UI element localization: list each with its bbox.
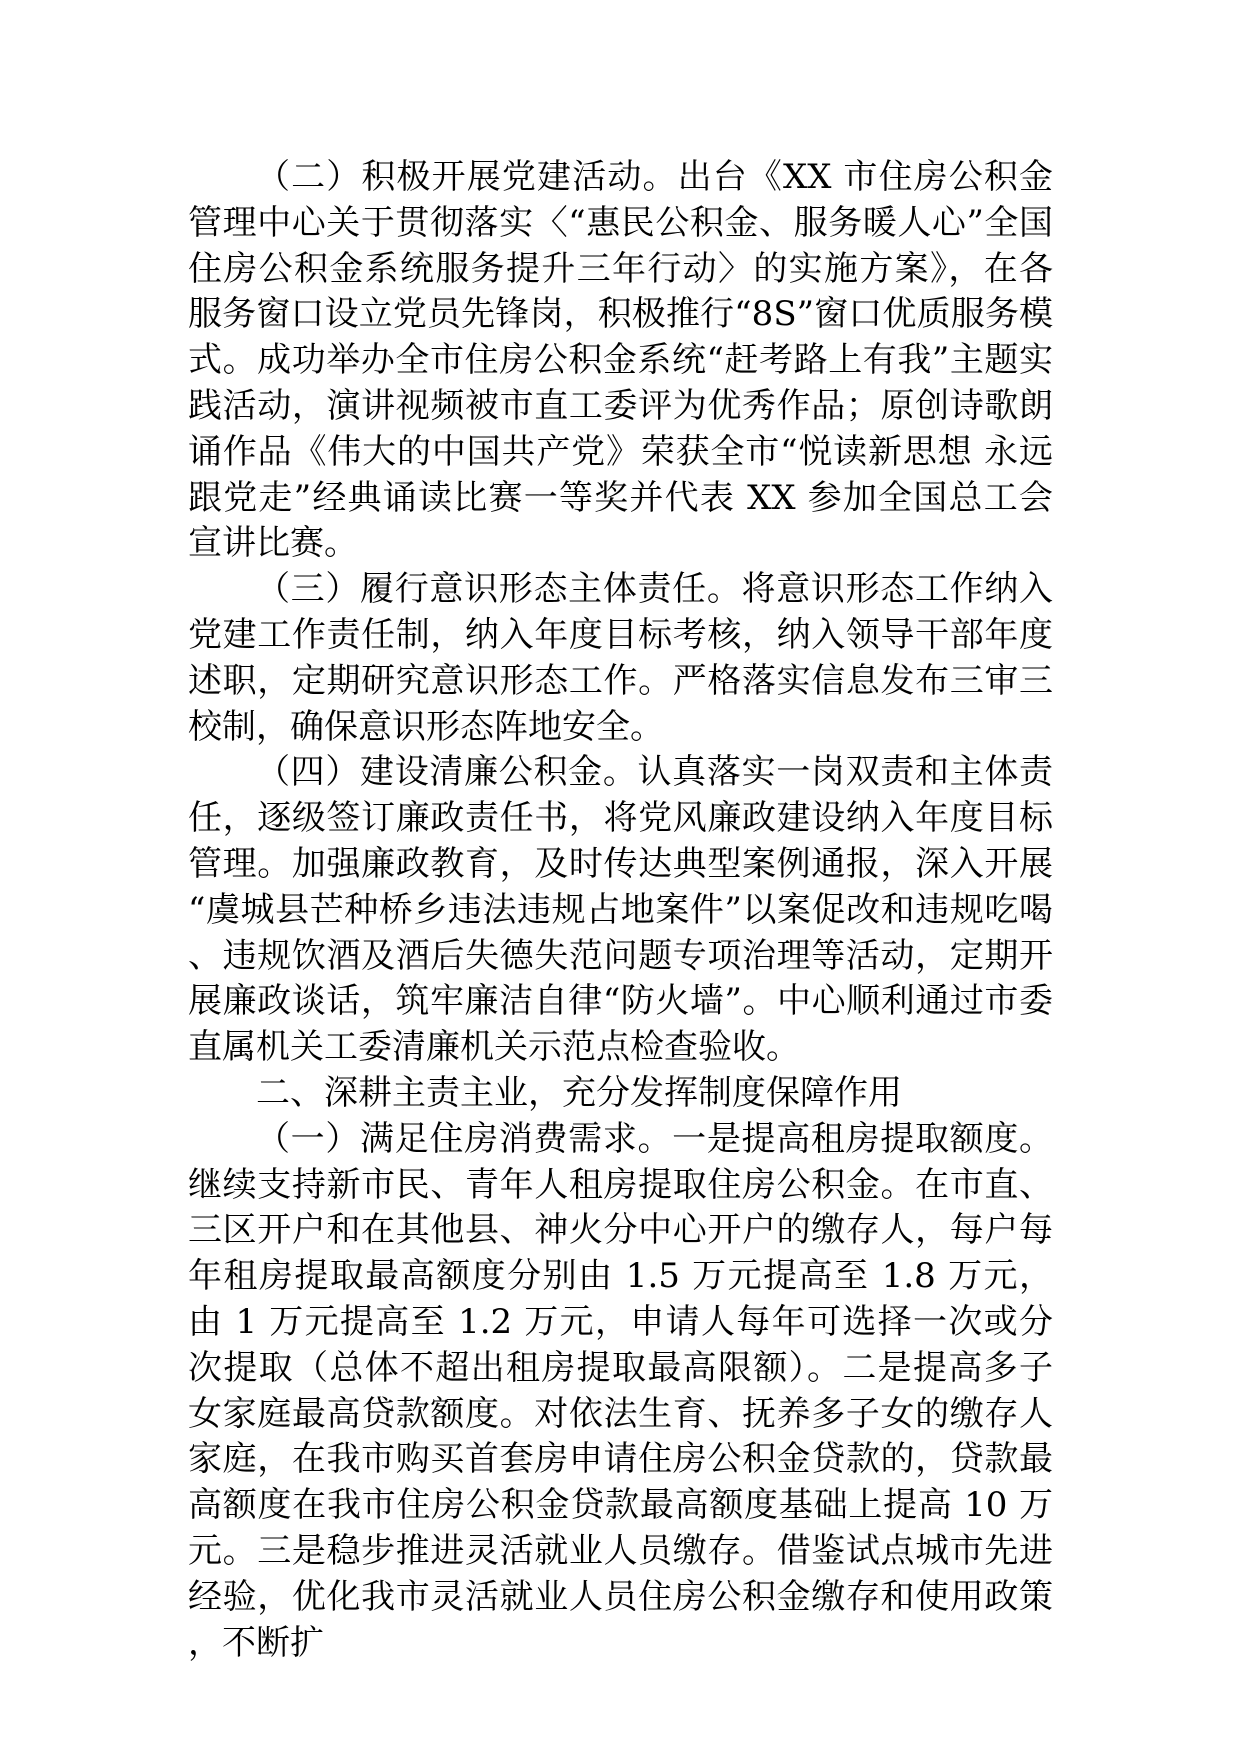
paragraph-clean-fund: （四）建设清廉公积金。认真落实一岗双责和主体责任，逐级签订廉政责任书，将党风廉政建设纳入年度目标管理。加强廉政教育，及时传达典型案例通报，深入开展“虞城县芒种桥乡违法违规占地案件”以案促改和违规吃喝、违规饮酒及酒后失德失范问题专项治理等活动，定期开展廉政谈话，筑牢廉洁自律“防火墙”。中心顺利通过市委直属机关工委清廉机关示范点检查验收。 — [188, 752, 1053, 1068]
paragraph-party-building: （二）积极开展党建活动。出台《XX 市住房公积金管理中心关于贯彻落实〈“惠民公积金、服务暖人心”全国住房公积金系统服务提升三年行动〉的实施方案》，在各服务窗口设立党员先锋岗，积极推行“8S”窗口优质服务模式。成功举办全市住房公积金系统“赶考路上有我”主题实践活动，演讲视频被市直工委评为优秀作品；原创诗歌朗诵作品《伟大的中国共产党》荣获全市“悦读新思想 永远跟党走”经典诵读比赛一等奖并代表 XX 参加全国总工会宣讲比赛。 — [188, 157, 1053, 564]
paragraph-ideology-responsibility: （三）履行意识形态主体责任。将意识形态工作纳入党建工作责任制，纳入年度目标考核，纳入领导干部年度述职，定期研究意识形态工作。严格落实信息发布三审三校制，确保意识形态阵地安全。 — [188, 569, 1053, 747]
document-body — [188, 155, 1053, 1666]
section-heading: 二、深耕主责主业，充分发挥制度保障作用 — [256, 1072, 902, 1113]
paragraph-housing-demand: （一）满足住房消费需求。一是提高租房提取额度。继续支持新市民、青年人租房提取住房公积金。在市直、三区开户和在其他县、神火分中心开户的缴存人，每户每年租房提取最高额度分别由 1.5 万元提高至 1.8 万元，由 1 万元提高至 1.2 万元，申请人每年可选择一次或分次提取（总体不超出租房提取最高限额）。二是提高多子女家庭最高贷款额度。对依法生育、抚养多子女的缴存人家庭，在我市购买首套房申请住房公积金贷款的，贷款最高额度在我市住房公积金贷款最高额度基础上提高 10 万元。三是稳步推进灵活就业人员缴存。借鉴试点城市先进经验，优化我市灵活就业人员住房公积金缴存和使用政策，不断扩 — [188, 1118, 1053, 1663]
